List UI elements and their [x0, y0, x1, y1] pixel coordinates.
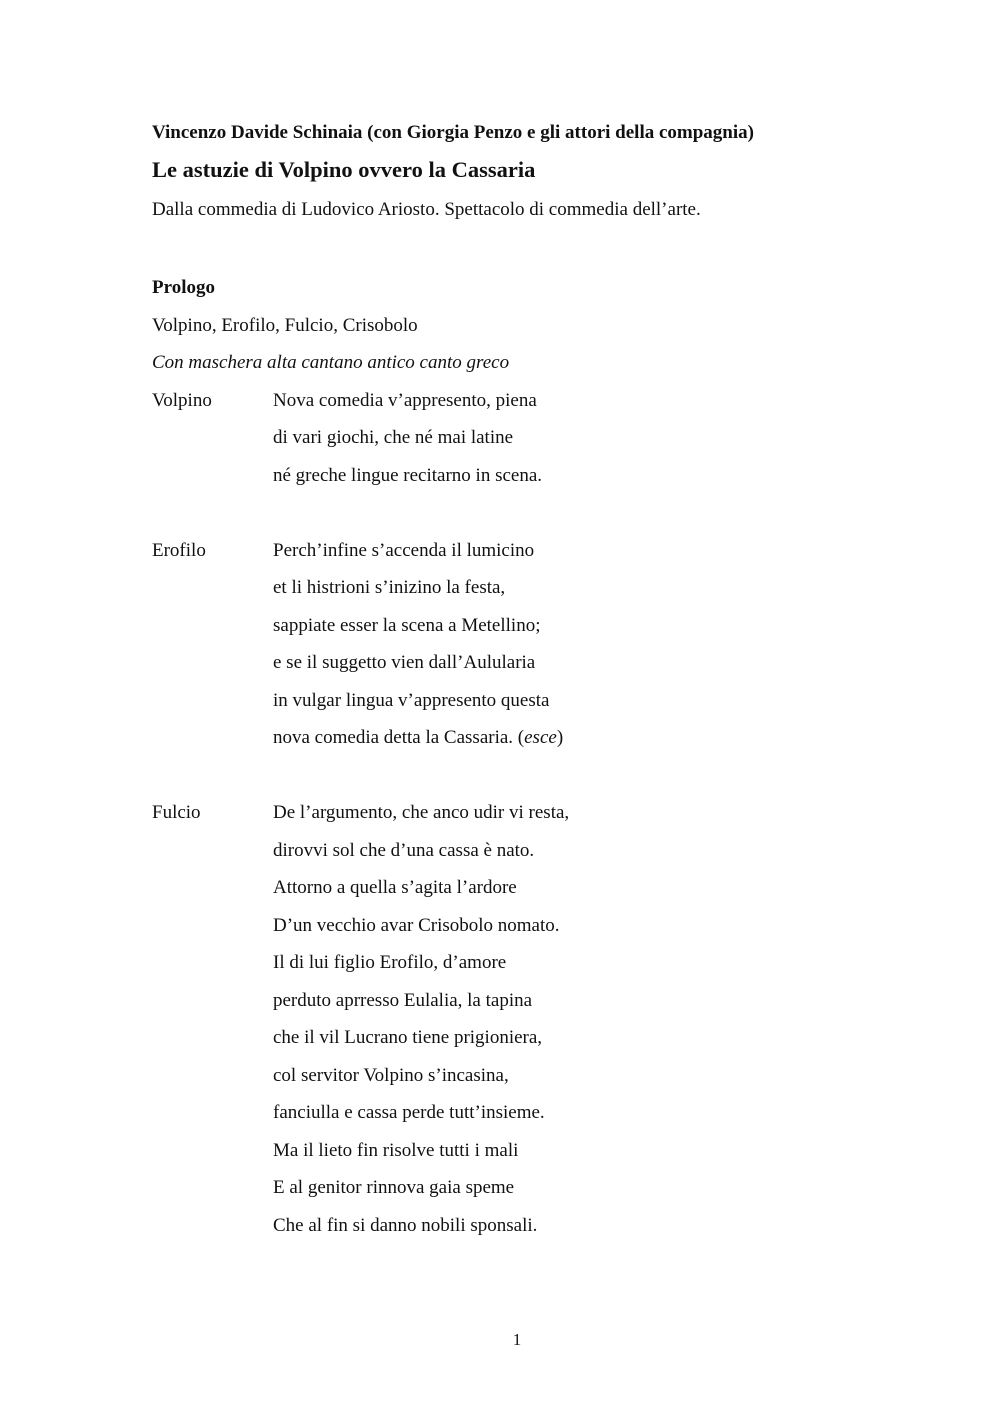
verse-line: sappiate esser la scena a Metellino;	[273, 614, 541, 636]
verse-line: e se il suggetto vien dall’Aulularia	[273, 652, 536, 673]
speech-volpino	[152, 382, 569, 495]
speaker-name: Erofilo	[152, 539, 206, 561]
verse-line: fanciulla e cassa perde tutt’insieme.	[273, 1102, 545, 1123]
section-heading: Prologo	[152, 277, 215, 298]
verse-line: Il di lui figlio Erofilo, d’amore	[273, 952, 507, 973]
speaker-name: Volpino	[152, 389, 212, 411]
verse-line	[273, 719, 563, 757]
verse-line: Che al fin si danno nobili sponsali.	[273, 1214, 538, 1236]
subtitle: Dalla commedia di Ludovico Ariosto. Spettacolo di commedia dell’arte.	[152, 199, 701, 220]
prologue-section	[152, 269, 569, 1244]
speaker-name: Fulcio	[152, 802, 201, 823]
verse-text: nova comedia detta la Cassaria. (	[273, 727, 525, 748]
verse-line: Nova comedia v’appresento, piena	[273, 389, 537, 411]
verse-line: in vulgar lingua v’appresento questa	[273, 689, 550, 711]
verse-text: )	[556, 727, 564, 748]
verse-line: D’un vecchio avar Crisobolo nomato.	[273, 914, 560, 936]
verse-line: di vari giochi, che né mai latine	[273, 427, 514, 448]
verse-line: De l’argumento, che anco udir vi resta,	[273, 802, 570, 823]
verse-line: Attorno a quella s’agita l’ardore	[273, 877, 517, 898]
verse-line: et li histrioni s’inizino la festa,	[273, 577, 506, 598]
speech-erofilo	[152, 532, 569, 757]
verse-line: che il vil Lucrano tiene prigioniera,	[273, 1027, 543, 1048]
verse-line: né greche lingue recitarno in scena.	[273, 464, 543, 486]
verse-line: dirovvi sol che d’una cassa è nato.	[273, 839, 535, 861]
verse-line: perduto aprresso Eulalia, la tapina	[273, 989, 533, 1011]
verse-line: Ma il lieto fin risolve tutti i mali	[273, 1139, 519, 1161]
stage-direction-inline: esce	[524, 727, 557, 748]
stage-direction: Con maschera alta cantano antico canto greco	[152, 352, 510, 373]
page-number: 1	[512, 1330, 522, 1349]
verse-line: Perch’infine s’accenda il lumicino	[273, 539, 535, 561]
author-line: Vincenzo Davide Schinaia (con Giorgia Penzo e gli attori della compagnia)	[152, 122, 754, 143]
verse-line: col servitor Volpino s’incasina,	[273, 1064, 509, 1086]
verse-line: E al genitor rinnova gaia speme	[273, 1177, 515, 1198]
character-list: Volpino, Erofilo, Fulcio, Crisobolo	[152, 314, 418, 336]
document-title: Le astuzie di Volpino ovvero la Cassaria	[152, 157, 536, 182]
speech-fulcio	[152, 794, 569, 1244]
